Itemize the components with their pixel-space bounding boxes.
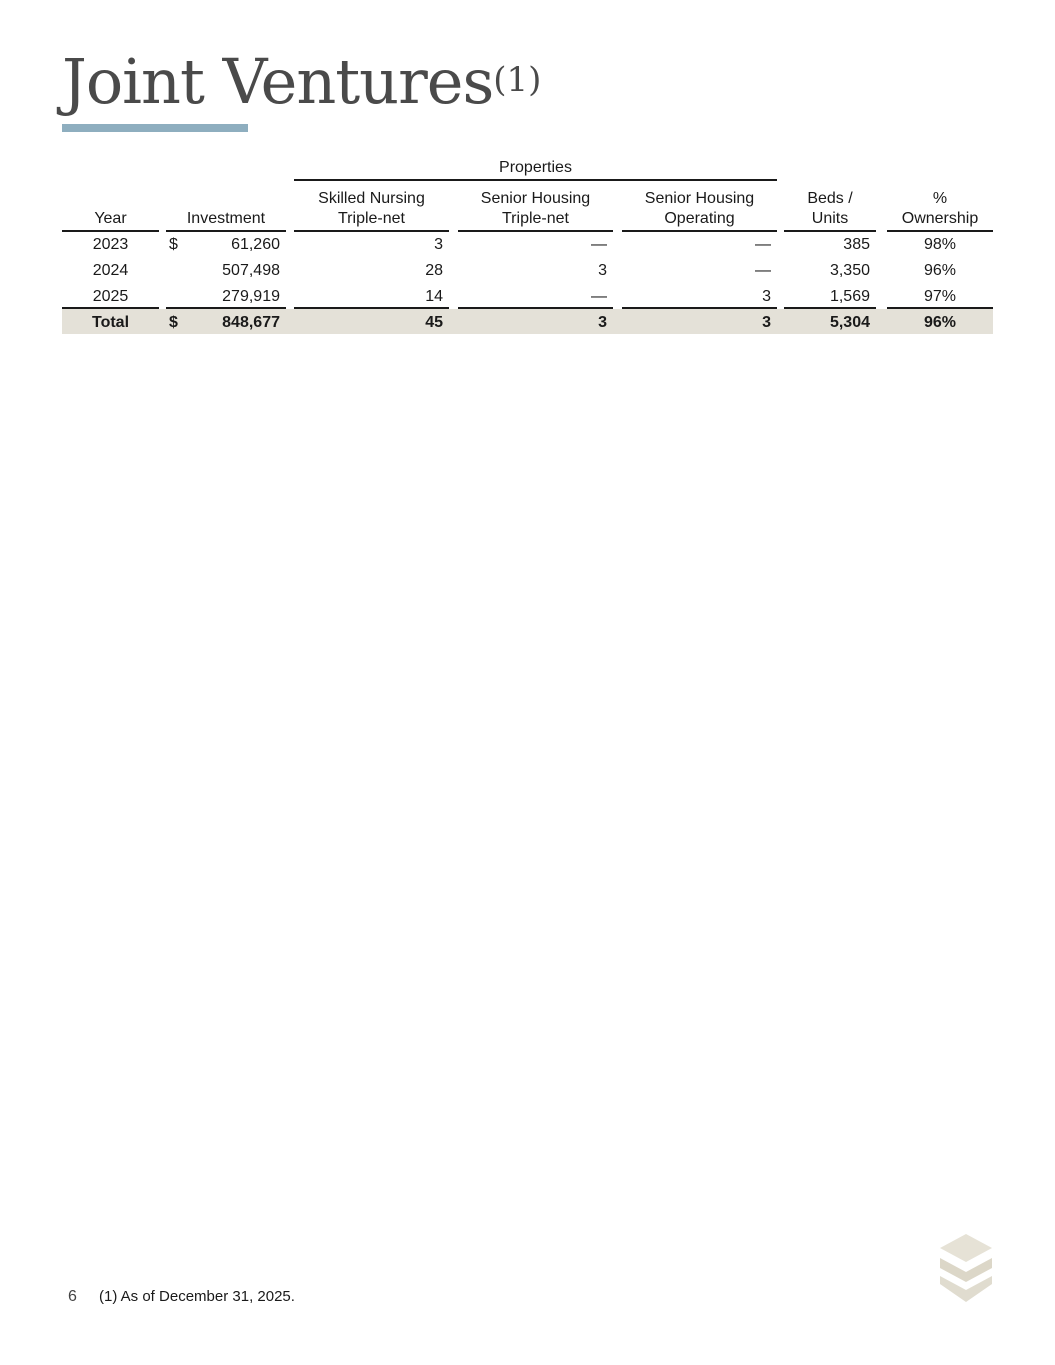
header-rule-investment <box>166 230 286 232</box>
header-shop-line2: Operating <box>664 210 735 227</box>
total-snf: 45 <box>425 314 443 331</box>
header-investment: Investment <box>186 210 266 227</box>
cell-year: 2023 <box>92 236 129 253</box>
total-investment: 848,677 <box>222 314 280 331</box>
page-number: 6 <box>68 1288 77 1305</box>
cell-shop: 3 <box>762 288 771 305</box>
header-rule-year <box>62 230 159 232</box>
cell-snf: 14 <box>425 288 443 305</box>
cell-ownership: 96% <box>923 262 957 279</box>
total-beds: 5,304 <box>829 314 870 331</box>
cell-investment: 279,919 <box>222 288 280 305</box>
cell-shop: — <box>755 236 771 253</box>
header-beds-line2: Units <box>811 210 849 227</box>
cell-beds: 1,569 <box>829 288 870 305</box>
header-snf-line1: Skilled Nursing <box>318 190 425 207</box>
properties-group-header: Properties <box>499 159 572 176</box>
properties-group-rule <box>294 179 777 181</box>
page-title <box>62 46 541 118</box>
cell-shtn: 3 <box>598 262 607 279</box>
header-ownership-line1: % <box>932 190 948 207</box>
cell-snf: 28 <box>425 262 443 279</box>
header-year: Year <box>94 210 127 227</box>
title-footnote-marker: (1) <box>493 60 542 100</box>
cell-ownership: 97% <box>923 288 957 305</box>
header-rule-beds <box>784 230 876 232</box>
cell-beds: 385 <box>843 236 870 253</box>
total-currency: $ <box>169 314 178 331</box>
cell-currency: $ <box>169 236 178 253</box>
cell-shop: — <box>755 262 771 279</box>
cell-beds: 3,350 <box>829 262 870 279</box>
header-beds-line1: Beds / <box>807 190 853 207</box>
header-rule-shtn <box>458 230 613 232</box>
header-shtn-line2: Triple-net <box>502 210 569 227</box>
footnote: (1) As of December 31, 2025. <box>99 1288 295 1305</box>
cell-shtn: — <box>591 288 607 305</box>
cell-shtn: — <box>591 236 607 253</box>
cell-year: 2025 <box>92 288 129 305</box>
cell-snf: 3 <box>434 236 443 253</box>
cell-ownership: 98% <box>923 236 957 253</box>
page-title-text: Joint Ventures <box>62 45 494 118</box>
cell-investment: 507,498 <box>222 262 280 279</box>
stacked-chevron-logo-icon <box>938 1232 994 1304</box>
total-label: Total <box>91 314 130 331</box>
header-rule-snf <box>294 230 449 232</box>
header-rule-ownership <box>887 230 993 232</box>
header-snf-line2: Triple-net <box>338 210 405 227</box>
title-accent-bar <box>62 124 248 132</box>
header-rule-shop <box>622 230 777 232</box>
cell-year: 2024 <box>92 262 129 279</box>
header-shop-line1: Senior Housing <box>644 190 755 207</box>
total-shtn: 3 <box>598 314 607 331</box>
total-shop: 3 <box>762 314 771 331</box>
header-ownership-line2: Ownership <box>901 210 979 227</box>
total-ownership: 96% <box>923 314 957 331</box>
header-shtn-line1: Senior Housing <box>480 190 591 207</box>
cell-investment: 61,260 <box>231 236 280 253</box>
